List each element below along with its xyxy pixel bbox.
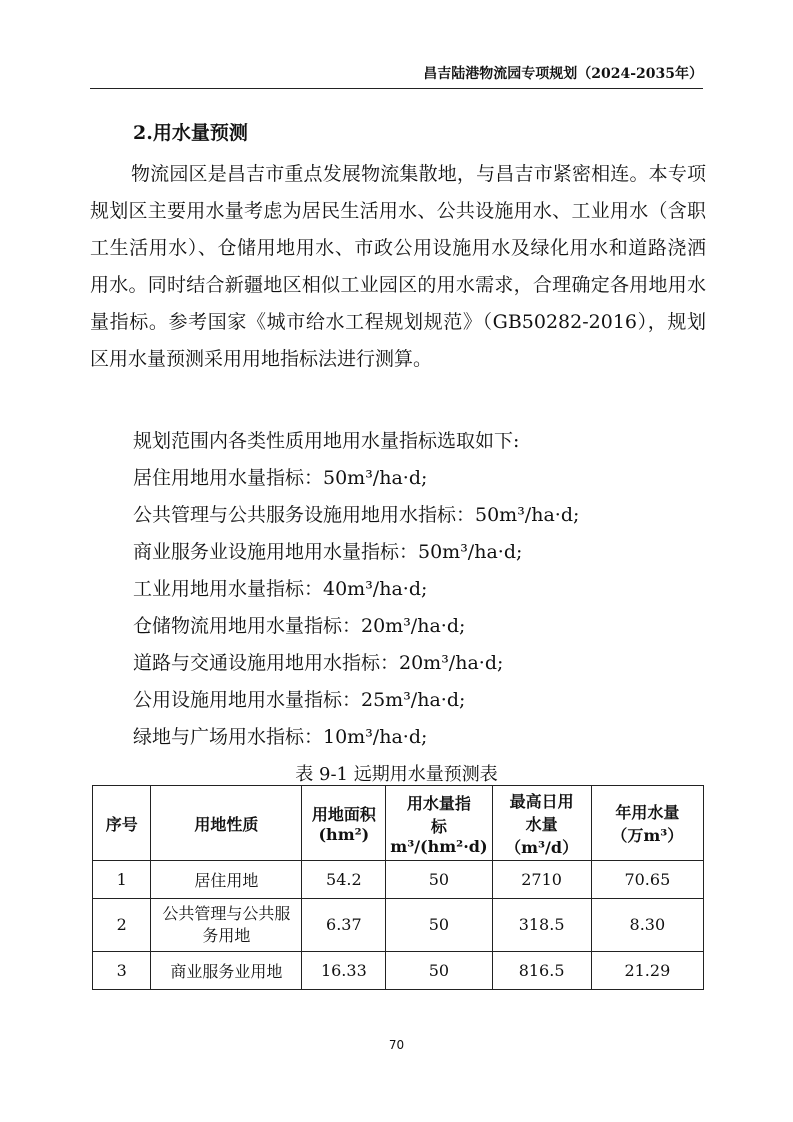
- cell-index: 50: [386, 952, 492, 990]
- cell-max-day: 816.5: [492, 952, 591, 990]
- cell-land-type: 商业服务业用地: [151, 952, 302, 990]
- indicator-line: 公共管理与公共服务设施用地用水指标：50m³/ha·d;: [133, 504, 580, 526]
- header-index: 用水量指 标 m³/(hm²·d): [386, 786, 492, 861]
- cell-annual: 21.29: [591, 952, 703, 990]
- header-no: 序号: [93, 786, 151, 861]
- header-land-type: 用地性质: [151, 786, 302, 861]
- body-paragraph: [90, 156, 706, 378]
- indicator-line: 居住用地用水量指标：50m³/ha·d;: [133, 467, 428, 489]
- page-header: [90, 62, 703, 89]
- cell-land-type: 居住用地: [151, 861, 302, 899]
- indicator-line: 商业服务业设施用地用水量指标：50m³/ha·d;: [133, 541, 523, 563]
- cell-index: 50: [386, 861, 492, 899]
- cell-no: 3: [93, 952, 151, 990]
- paragraph-text: 物流园区是昌吉市重点发展物流集散地，与昌吉市紧密相连。本专项规划区主要用水量考虑为居民生活用水、公共设施用水、工业用水（含职工生活用水）、仓储用地用水、市政公用设施用水及绿化用水和道路浇洒用水。同时结合新疆地区相似工业园区的用水需求，合理确定各用地用水量指标。参考国家《城市给水工程规划规范》（GB50282-2016），规划区用水量预测采用用地指标法进行测算。: [90, 163, 706, 370]
- table-row: [93, 952, 704, 990]
- cell-no: 1: [93, 861, 151, 899]
- cell-land-type: 公共管理与公共服 务用地: [151, 899, 302, 952]
- section-heading: 2.用水量预测: [133, 122, 248, 144]
- indicator-line: 绿地与广场用水指标：10m³/ha·d;: [133, 726, 428, 748]
- table-header-row: [93, 786, 704, 861]
- water-demand-table: [92, 785, 704, 990]
- cell-max-day: 318.5: [492, 899, 591, 952]
- cell-annual: 8.30: [591, 899, 703, 952]
- cell-area: 16.33: [302, 952, 386, 990]
- header-annual: 年用水量 （万m³）: [591, 786, 703, 861]
- indicator-line: 工业用地用水量指标：40m³/ha·d;: [133, 578, 428, 600]
- header-title: 昌吉陆港物流园专项规划（2024-2035年）: [423, 66, 703, 82]
- table-row: [93, 899, 704, 952]
- indicator-line: 公用设施用地用水量指标：25m³/ha·d;: [133, 689, 466, 711]
- table-row: [93, 861, 704, 899]
- cell-max-day: 2710: [492, 861, 591, 899]
- cell-index: 50: [386, 899, 492, 952]
- header-area: 用地面积 (hm²): [302, 786, 386, 861]
- table-caption: 表 9-1 远期用水量预测表: [295, 764, 498, 785]
- page-number: 70: [388, 1038, 405, 1052]
- cell-area: 6.37: [302, 899, 386, 952]
- cell-area: 54.2: [302, 861, 386, 899]
- indicator-intro: 规划范围内各类性质用地用水量指标选取如下:: [133, 430, 520, 452]
- cell-annual: 70.65: [591, 861, 703, 899]
- cell-no: 2: [93, 899, 151, 952]
- indicator-line: 道路与交通设施用地用水指标：20m³/ha·d;: [133, 652, 504, 674]
- header-max-day: 最高日用 水量 （m³/d）: [492, 786, 591, 861]
- indicator-line: 仓储物流用地用水量指标：20m³/ha·d;: [133, 615, 466, 637]
